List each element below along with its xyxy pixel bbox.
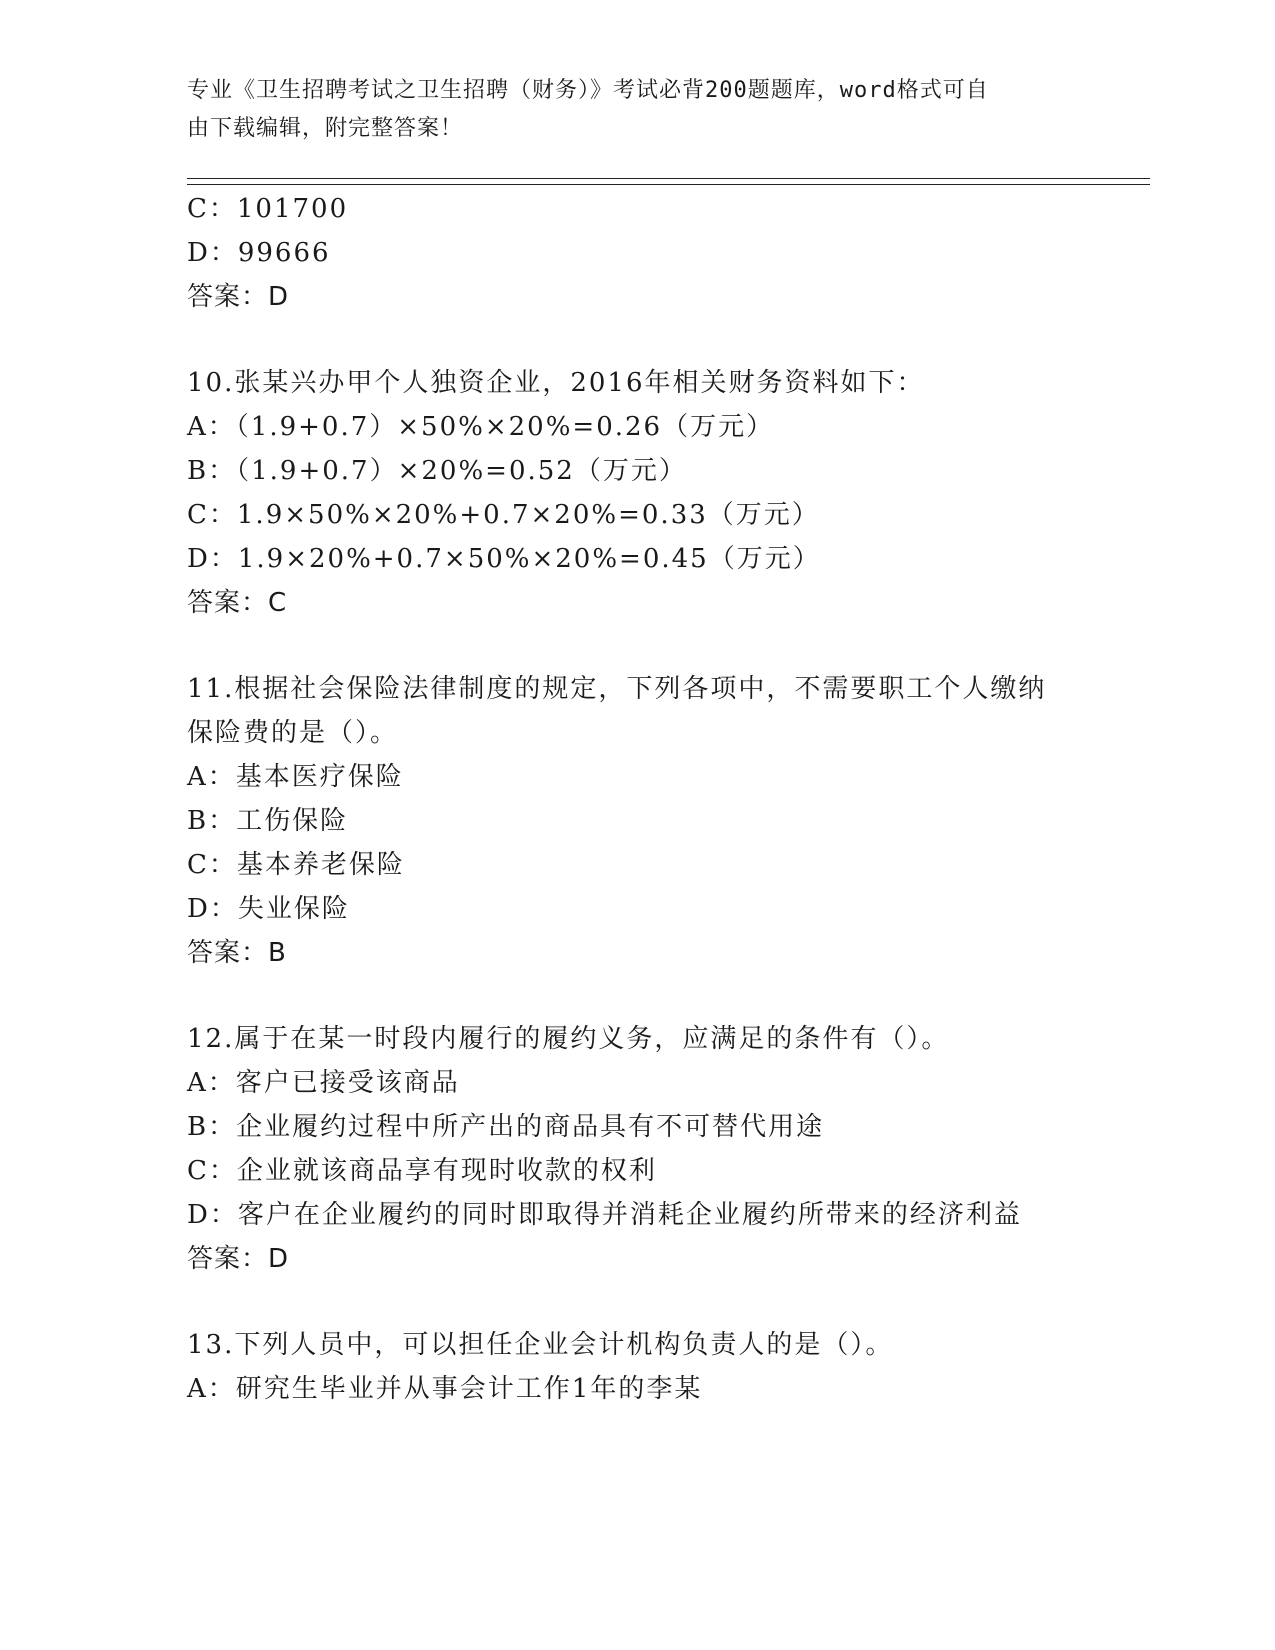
- q12-stem: 12.属于在某一时段内履行的履约义务，应满足的条件有（）。: [187, 1024, 950, 1054]
- q13-stem: 13.下列人员中，可以担任企业会计机构负责人的是（）。: [187, 1330, 894, 1360]
- q11-stem-line-2: 保险费的是（）。: [187, 718, 399, 748]
- header-line-1: 专业《卫生招聘考试之卫生招聘（财务）》考试必背200题题库，word格式可自: [187, 78, 989, 103]
- q11-option-c: C：基本养老保险: [187, 850, 405, 880]
- q9-option-d: D：99666: [187, 238, 331, 268]
- q12-option-c: C：企业就该商品享有现时收款的权利: [187, 1156, 657, 1186]
- q10-answer: 答案：C: [187, 588, 288, 618]
- q9-answer: 答案：D: [187, 282, 290, 312]
- q11-stem-line-1: 11.根据社会保险法律制度的规定，下列各项中，不需要职工个人缴纳: [187, 674, 1047, 704]
- q10-option-d: D：1.9×20%+0.7×50%×20%=0.45（万元）: [187, 544, 821, 574]
- q12-option-a: A：客户已接受该商品: [187, 1068, 460, 1098]
- q12-option-d: D：客户在企业履约的同时即取得并消耗企业履约所带来的经济利益: [187, 1200, 1022, 1230]
- q11-option-b: B：工伤保险: [187, 806, 349, 836]
- header-divider-top: [187, 178, 1150, 179]
- q11-option-a: A：基本医疗保险: [187, 762, 404, 792]
- q9-option-c: C：101700: [187, 194, 349, 224]
- q10-stem: 10.张某兴办甲个人独资企业，2016年相关财务资料如下：: [187, 368, 925, 398]
- q10-option-b: B：（1.9+0.7）×20%=0.52（万元）: [187, 456, 687, 486]
- q10-option-c: C：1.9×50%×20%+0.7×20%=0.33（万元）: [187, 500, 820, 530]
- q12-answer: 答案：D: [187, 1244, 290, 1274]
- q10-option-a: A：（1.9+0.7）×50%×20%=0.26（万元）: [187, 412, 775, 442]
- document-header: [187, 72, 1087, 148]
- q11-option-d: D：失业保险: [187, 894, 350, 924]
- q13-option-a: A：研究生毕业并从事会计工作1年的李某: [187, 1374, 703, 1404]
- q12-option-b: B：企业履约过程中所产出的商品具有不可替代用途: [187, 1112, 825, 1142]
- header-divider-bottom: [187, 184, 1150, 185]
- header-line-2: 由下载编辑，附完整答案！: [187, 116, 464, 141]
- q11-answer: 答案：B: [187, 938, 287, 968]
